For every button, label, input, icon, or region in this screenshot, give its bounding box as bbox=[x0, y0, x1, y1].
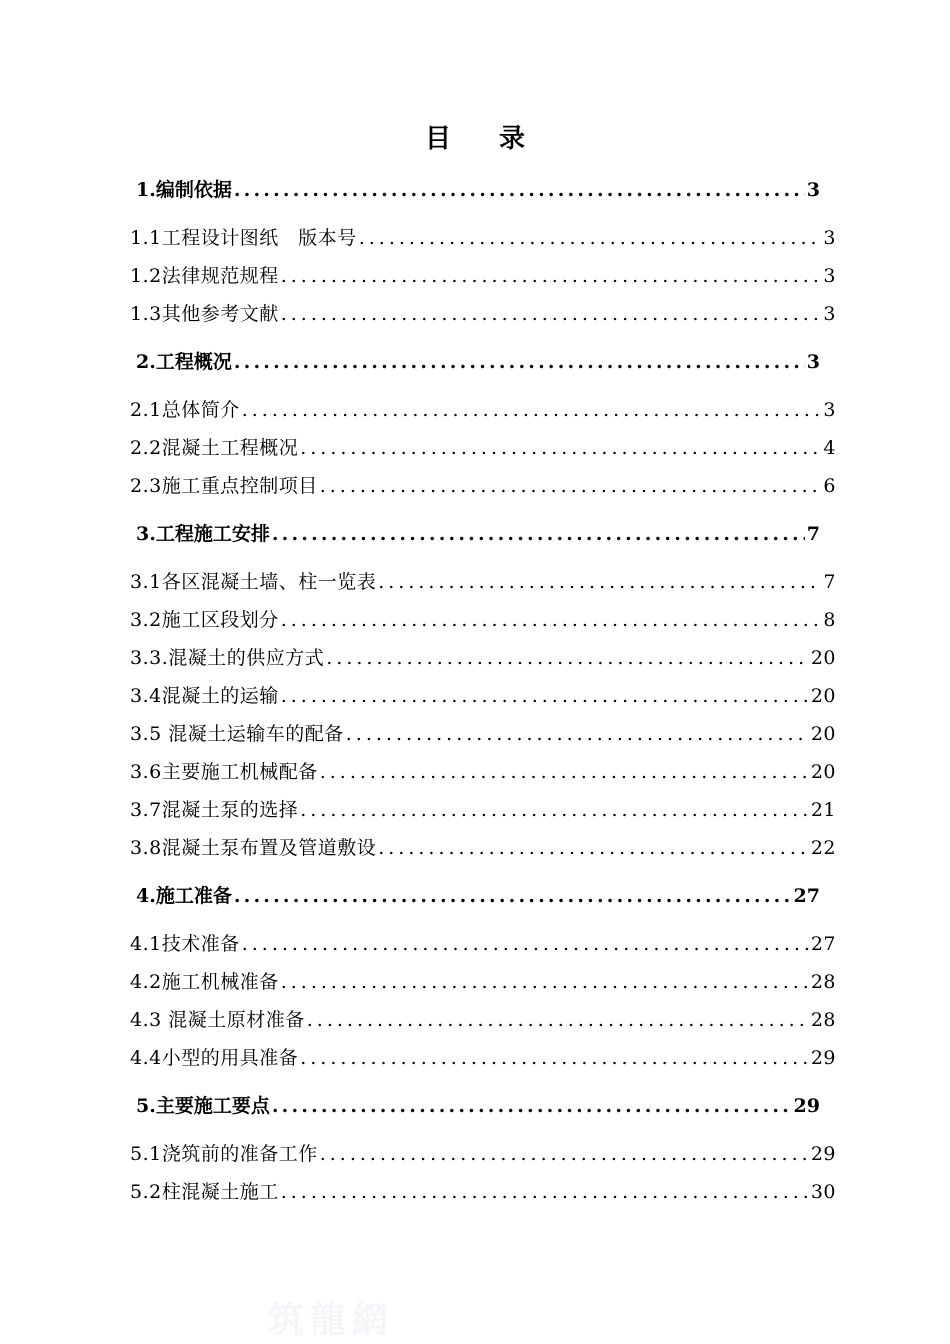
toc-page-number: 3 bbox=[806, 351, 820, 373]
toc-entry-label: 4.4小型的用具准备 bbox=[130, 1047, 299, 1069]
toc-subsection-entry bbox=[130, 833, 836, 863]
toc-page-number: 8 bbox=[823, 609, 836, 631]
toc-dot-leader bbox=[234, 175, 805, 205]
toc-page-number: 22 bbox=[810, 837, 836, 859]
watermark: 筑龍網 bbox=[268, 1299, 395, 1341]
toc-entry-label: 3.5 混凝土运输车的配备 bbox=[130, 723, 344, 745]
toc-section-heading bbox=[136, 1091, 820, 1121]
toc-entry-label: 3.1各区混凝土墙、柱一览表 bbox=[130, 571, 377, 593]
toc-entry-label: 2.工程概况 bbox=[136, 351, 232, 373]
toc-dot-leader bbox=[346, 719, 809, 749]
toc-dot-leader bbox=[242, 395, 822, 425]
toc-subsection-entry bbox=[130, 757, 836, 787]
toc-entry-label: 4.3 混凝土原材准备 bbox=[130, 1009, 305, 1031]
toc-page-number: 20 bbox=[810, 647, 836, 669]
toc-entry-label: 3.工程施工安排 bbox=[136, 523, 270, 545]
toc-subsection-entry bbox=[130, 681, 836, 711]
toc-subsection-entry bbox=[130, 433, 836, 463]
toc-page-number: 6 bbox=[823, 475, 836, 497]
toc-dot-leader bbox=[234, 881, 792, 911]
toc-entry-label: 3.7混凝土泵的选择 bbox=[130, 799, 299, 821]
toc-section-heading bbox=[136, 347, 820, 377]
toc-entry-label: 1.编制依据 bbox=[136, 179, 232, 201]
toc-page-number: 3 bbox=[823, 303, 836, 325]
toc-section-heading bbox=[136, 881, 820, 911]
toc-entry-label: 4.2施工机械准备 bbox=[130, 971, 279, 993]
toc-page-number: 29 bbox=[810, 1047, 836, 1069]
toc-subsection-entry bbox=[130, 929, 836, 959]
toc-entry-label: 3.3.混凝土的供应方式 bbox=[130, 647, 325, 669]
toc-dot-leader bbox=[272, 1091, 792, 1121]
toc-page-number: 28 bbox=[810, 1009, 836, 1031]
toc-subsection-entry bbox=[130, 967, 836, 997]
toc-dot-leader bbox=[307, 1005, 809, 1035]
toc-dot-leader bbox=[281, 261, 822, 291]
toc-entry-label: 1.1工程设计图纸 版本号 bbox=[130, 227, 357, 249]
toc-subsection-entry bbox=[130, 605, 836, 635]
toc-entry-label: 2.3施工重点控制项目 bbox=[130, 475, 318, 497]
toc-page-number: 30 bbox=[810, 1181, 836, 1203]
toc-entry-label: 3.8混凝土泵布置及管道敷设 bbox=[130, 837, 377, 859]
toc-subsection-entry bbox=[130, 299, 836, 329]
toc-page-number: 21 bbox=[810, 799, 836, 821]
toc-dot-leader bbox=[320, 1139, 809, 1169]
toc-subsection-entry bbox=[130, 1005, 836, 1035]
toc-dot-leader bbox=[281, 299, 822, 329]
toc-title: 目录 bbox=[424, 124, 573, 154]
toc-dot-leader bbox=[234, 347, 805, 377]
toc-dot-leader bbox=[300, 1043, 809, 1073]
toc-page-number: 28 bbox=[810, 971, 836, 993]
toc-entry-label: 5.2柱混凝土施工 bbox=[130, 1181, 279, 1203]
toc-entry-label: 5.1浇筑前的准备工作 bbox=[130, 1143, 318, 1165]
toc-subsection-entry bbox=[130, 1139, 836, 1169]
toc-page-number: 3 bbox=[823, 399, 836, 421]
toc-entry-label: 3.6主要施工机械配备 bbox=[130, 761, 318, 783]
toc-page-number: 29 bbox=[793, 1095, 820, 1117]
toc-subsection-entry bbox=[130, 567, 836, 597]
toc-dot-leader bbox=[281, 967, 809, 997]
toc-entry-label: 5.主要施工要点 bbox=[136, 1095, 270, 1117]
toc-dot-leader bbox=[281, 1177, 809, 1207]
toc-entry-label: 2.1总体简介 bbox=[130, 399, 240, 421]
toc-section-heading bbox=[136, 519, 820, 549]
toc-page-number: 20 bbox=[810, 761, 836, 783]
toc-page-number: 3 bbox=[823, 227, 836, 249]
toc-dot-leader bbox=[378, 567, 821, 597]
toc-dot-leader bbox=[300, 795, 809, 825]
toc-subsection-entry bbox=[130, 643, 836, 673]
toc-page-number: 20 bbox=[810, 723, 836, 745]
toc-dot-leader bbox=[378, 833, 809, 863]
toc-subsection-entry bbox=[130, 471, 836, 501]
toc-page-number: 7 bbox=[806, 523, 820, 545]
toc-entry-label: 3.4混凝土的运输 bbox=[130, 685, 279, 707]
toc-page-number: 4 bbox=[823, 437, 836, 459]
toc-subsection-entry bbox=[130, 261, 836, 291]
toc-section-heading bbox=[136, 175, 820, 205]
toc-dot-leader bbox=[320, 471, 822, 501]
toc-page-number: 20 bbox=[810, 685, 836, 707]
toc-dot-leader bbox=[320, 757, 809, 787]
toc-entry-label: 4.1技术准备 bbox=[130, 933, 240, 955]
toc-dot-leader bbox=[281, 605, 822, 635]
toc-entry-label: 3.2施工区段划分 bbox=[130, 609, 279, 631]
toc-dot-leader bbox=[281, 681, 809, 711]
toc-dot-leader bbox=[300, 433, 821, 463]
toc-subsection-entry bbox=[130, 795, 836, 825]
toc-subsection-entry bbox=[130, 1043, 836, 1073]
toc-subsection-entry bbox=[130, 395, 836, 425]
toc-subsection-entry bbox=[130, 223, 836, 253]
toc-entry-label: 1.2法律规范规程 bbox=[130, 265, 279, 287]
toc-page-number: 3 bbox=[806, 179, 820, 201]
toc-dot-leader bbox=[326, 643, 809, 673]
toc-entry-label: 1.3其他参考文献 bbox=[130, 303, 279, 325]
toc-page-number: 7 bbox=[823, 571, 836, 593]
toc-dot-leader bbox=[242, 929, 809, 959]
toc-entry-label: 4.施工准备 bbox=[136, 885, 232, 907]
toc-entry-label: 2.2混凝土工程概况 bbox=[130, 437, 299, 459]
toc-subsection-entry bbox=[130, 1177, 836, 1207]
toc-dot-leader bbox=[272, 519, 805, 549]
toc-page-number: 27 bbox=[793, 885, 820, 907]
toc-subsection-entry bbox=[130, 719, 836, 749]
toc-page-number: 27 bbox=[810, 933, 836, 955]
toc-page-number: 3 bbox=[823, 265, 836, 287]
toc-dot-leader bbox=[359, 223, 822, 253]
toc-page-number: 29 bbox=[810, 1143, 836, 1165]
